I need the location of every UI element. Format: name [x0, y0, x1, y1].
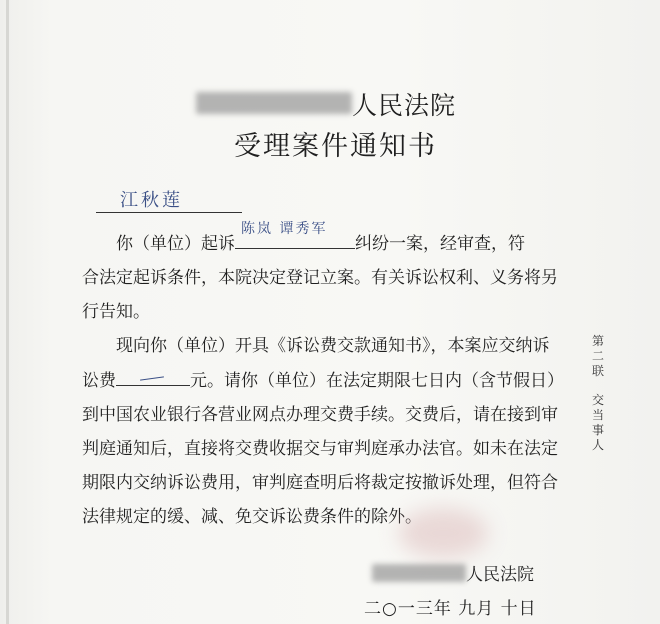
case-party-handwriting: 陈岚 谭秀军 — [241, 221, 328, 237]
body-line: 现向你（单位）开具《诉讼费交款通知书》，本案应交纳诉 — [116, 336, 550, 356]
addressee-name: 江秋莲 — [120, 190, 183, 211]
page-edge — [6, 0, 9, 624]
notice-title: 受理案件通知书 — [234, 131, 437, 162]
fee-dash-mark — [140, 376, 164, 380]
redacted-court-name — [196, 92, 352, 114]
notice-body — [82, 221, 564, 534]
case-party-blank — [235, 221, 355, 249]
body-line: 法律规定的缓、减、免交诉讼费条件的除外。 — [82, 507, 422, 527]
body-line: 期限内交纳诉讼费用，审判庭查明后将裁定按撤诉处理，但符合 — [82, 473, 558, 493]
signing-court: 人民法院 — [466, 565, 534, 585]
body-line: 你（单位）起诉 陈岚 谭秀军 纠纷一案，经审查，符 — [82, 226, 564, 261]
court-seal — [398, 508, 488, 558]
court-title: 人民法院 — [352, 91, 457, 120]
addressee-underline — [96, 212, 242, 213]
body-line: 行告知。 — [82, 302, 150, 322]
body-line: 到中国农业银行各营业网点办理交费手续。交费后，请在接到审 — [82, 405, 558, 425]
body-line: 讼费 元。请你（单位）在法定期限七日内（含节假日） — [82, 363, 564, 398]
redacted-signing-court — [372, 564, 466, 582]
body-line: 合法定起诉条件，本院决定登记立案。有关诉讼权利、义务将另 — [82, 268, 558, 288]
body-line: 判庭通知后，直接将交费收据交与审判庭承办法官。如未在法定 — [82, 439, 558, 459]
fee-amount-blank — [116, 363, 190, 386]
copy-label: 第 二 联 交 当 事 人 — [591, 334, 604, 452]
issue-date: 二○一三年 九月 十日 — [364, 599, 537, 619]
